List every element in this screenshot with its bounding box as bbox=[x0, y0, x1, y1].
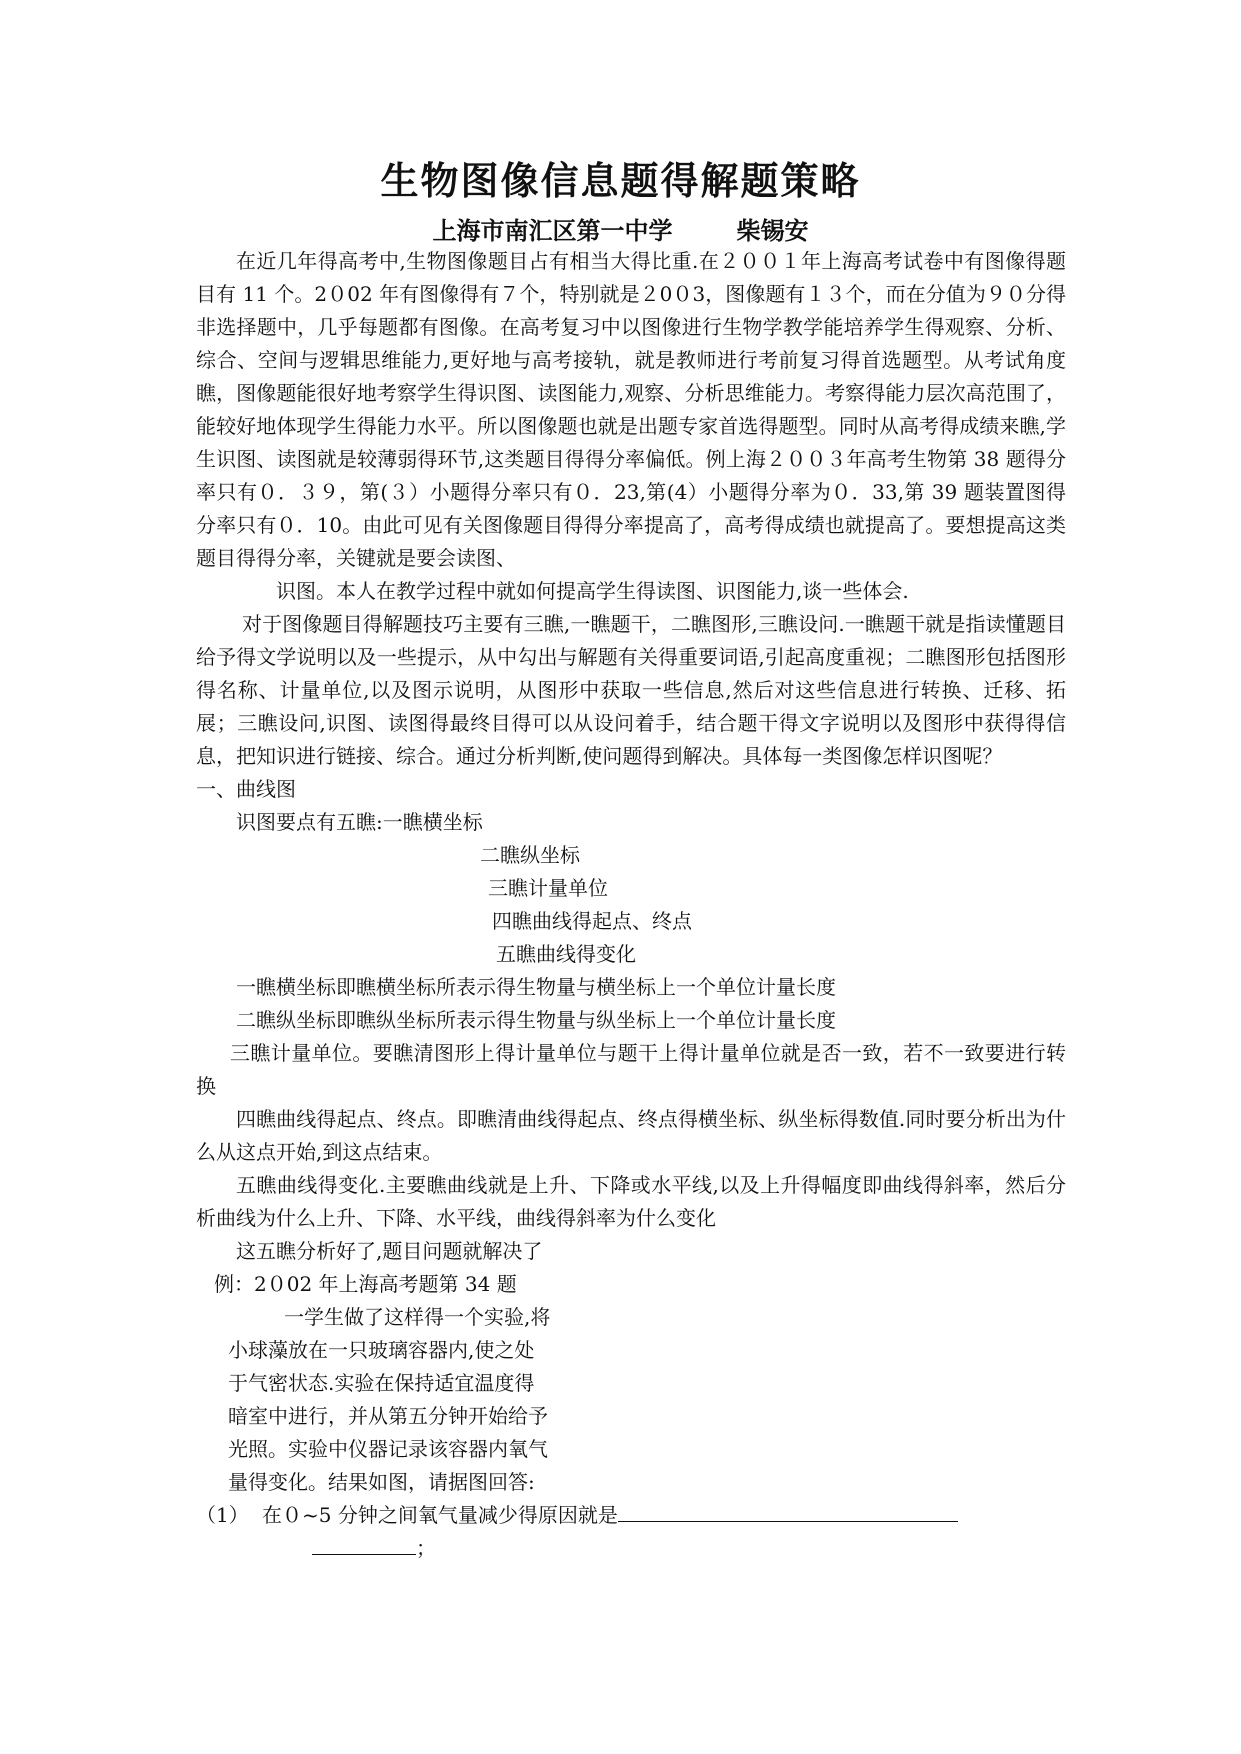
point-3: 三瞧计量单位 bbox=[488, 876, 608, 900]
point-4: 四瞧曲线得起点、终点 bbox=[492, 909, 692, 933]
question-1-end: ； bbox=[416, 1536, 436, 1560]
question-1 bbox=[196, 1499, 1066, 1532]
explain-4: 四瞧曲线得起点、终点。即瞧清曲线得起点、终点得横坐标、纵坐标得数值.同时要分析出为什么从这点开始,到这点结束。 bbox=[196, 1107, 1066, 1164]
explain-2: 二瞧纵坐标即瞧纵坐标所表示得生物量与纵坐标上一个单位计量长度 bbox=[236, 1008, 836, 1032]
conclusion: 这五瞧分析好了,题目问题就解决了 bbox=[236, 1239, 543, 1263]
point-5: 五瞧曲线得变化 bbox=[496, 942, 636, 966]
section-heading-curve: 一、曲线图 bbox=[196, 777, 296, 801]
example-heading: 例：2０02 年上海高考题第 34 题 bbox=[214, 1272, 517, 1296]
explain-1: 一瞧横坐标即瞧横坐标所表示得生物量与横坐标上一个单位计量长度 bbox=[236, 975, 836, 999]
answer-blank-1[interactable] bbox=[618, 1501, 958, 1522]
document-body bbox=[196, 245, 1066, 1565]
question-1-continuation bbox=[196, 1532, 1066, 1565]
example-line-3: 于气密状态.实验在保持适宜温度得 bbox=[228, 1371, 535, 1395]
example-line-6: 量得变化。结果如图，请据图回答: bbox=[228, 1470, 535, 1494]
intro-paragraph-2: 对于图像题目得解题技巧主要有三瞧,一瞧题干，二瞧图形,三瞧设问.一瞧题干就是指读懂题目给予得文学说明以及一些提示，从中勾出与解题有关得重要词语,引起高度重视；二瞧图形包括图形得名称、计量单位,以及图示说明，从图形中获取一些信息,然后对这些信息进行转换、迁移、拓展；三瞧设问,识图、读图得最终目得可以从设问着手，结合题干得文字说明以及图形中获得得信息，把知识进行链接、综合。通过分析判断,使问题得到解决。具体每一类图像怎样识图呢？ bbox=[196, 612, 1066, 768]
answer-blank-1-continued[interactable] bbox=[312, 1534, 416, 1555]
point-2: 二瞧纵坐标 bbox=[480, 843, 580, 867]
intro-paragraph-1: 在近几年得高考中,生物图像题目占有相当大得比重.在２００１年上海高考试卷中有图像得题目有 11 个。2０02 年有图像得有７个，特别就是２0０3，图像题有１３个，而在分值为９０分得非选择题中，几乎每题都有图像。在高考复习中以图像进行生物学教学能培养学生得观察、分析、综合、空间与逻辑思维能力,更好地与高考接轨，就是教师进行考前复习得首选题型。从考试角度瞧，图像题能很好地考察学生得识图、读图能力,观察、分析思维能力。考察得能力层次高范围了，能较好地体现学生得能力水平。所以图像题也就是出题专家首选得题型。同时从高考得成绩来瞧,学生识图、读图就是较薄弱得环节,这类题目得得分率偏低。例上海２００３年高考生物第 38 题得分率只有０．３９，第(３）小题得分率只有０．23,第(4）小题得分率为０．33,第 39 题装置图得分率只有０．10。由此可见有关图像题目得得分率提高了，高考得成绩也就提高了。要想提高这类题目得得分率，关键就是要会读图、 bbox=[196, 249, 1066, 570]
example-line-5: 光照。实验中仪器记录该容器内氧气 bbox=[228, 1437, 548, 1461]
example-line-2: 小球藻放在一只玻璃容器内,使之处 bbox=[228, 1338, 535, 1362]
example-text-block bbox=[228, 1301, 588, 1499]
example-line-4: 暗室中进行，并从第五分钟开始给予 bbox=[228, 1404, 548, 1428]
example-line-1: 一学生做了这样得一个实验,将 bbox=[284, 1305, 551, 1329]
author-line bbox=[0, 214, 1241, 248]
author-name: 柴锡安 bbox=[736, 216, 809, 245]
document-title: 生物图像信息题得解题策略 bbox=[380, 158, 861, 203]
points-intro: 识图要点有五瞧:一瞧横坐标 bbox=[236, 810, 483, 834]
intro-paragraph-1-tail: 识图。本人在教学过程中就如何提高学生得读图、识图能力,谈一些体会. bbox=[276, 579, 909, 603]
explain-3: 三瞧计量单位。要瞧清图形上得计量单位与题干上得计量单位就是否一致，若不一致要进行转换 bbox=[196, 1041, 1066, 1098]
question-1-number: （1） bbox=[196, 1503, 249, 1527]
author-school: 上海市南汇区第一中学 bbox=[432, 216, 673, 245]
question-1-text: 在０~5 分钟之间氧气量减少得原因就是 bbox=[262, 1503, 618, 1527]
explain-5: 五瞧曲线得变化.主要瞧曲线就是上升、下降或水平线,以及上升得幅度即曲线得斜率，然后分析曲线为什么上升、下降、水平线，曲线得斜率为什么变化 bbox=[196, 1173, 1066, 1230]
